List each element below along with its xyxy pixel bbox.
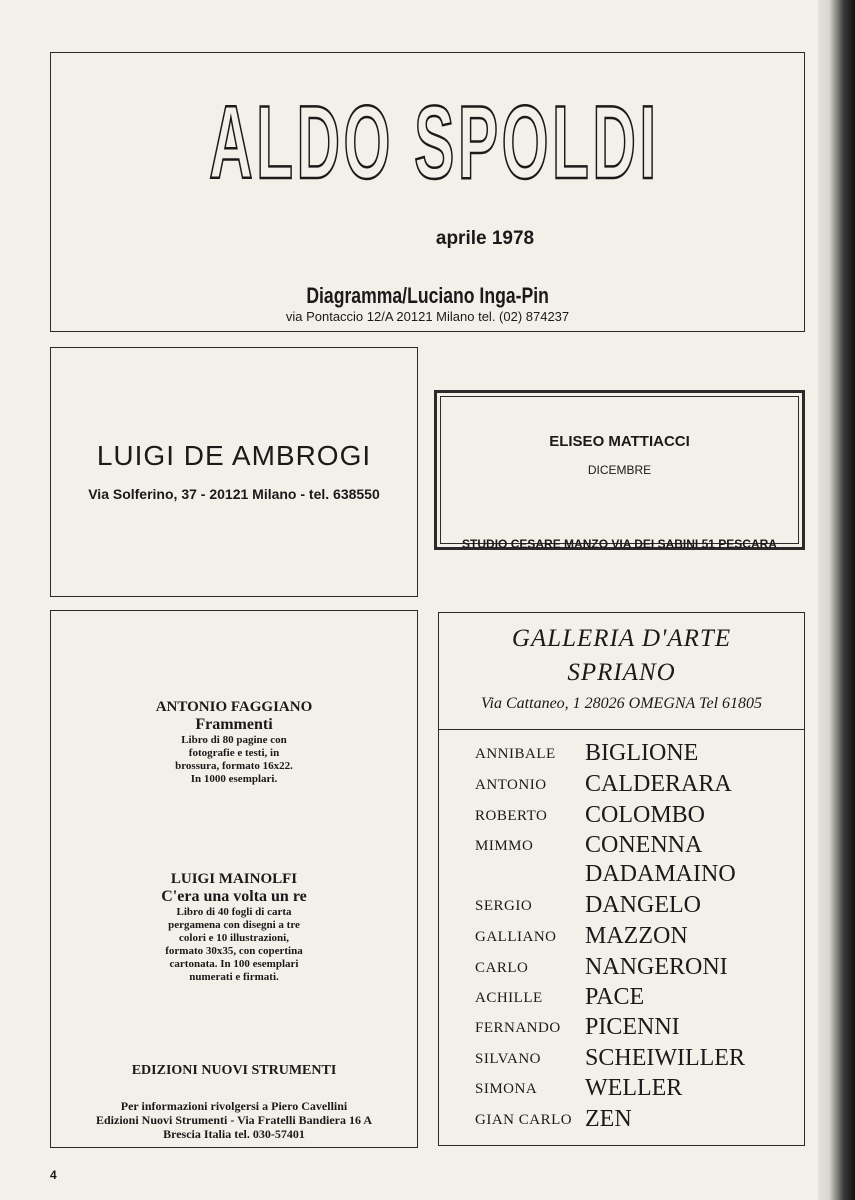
artist-first-name: ACHILLE [475, 990, 543, 1006]
artist-last-name: BIGLIONE [585, 740, 699, 766]
publisher-contact [51, 1099, 417, 1141]
artist-row [439, 951, 804, 981]
galleria-address: Via Cattaneo, 1 28026 OMEGNA Tel 61805 [480, 695, 763, 712]
artist-last-name: WELLER [585, 1075, 683, 1101]
artist-row [439, 1042, 804, 1072]
galleria-advertisement [438, 612, 805, 1146]
book-faggiano [51, 699, 417, 786]
publisher-contact-line: Edizioni Nuovi Strumenti - Via Fratelli Bandiera 16 A [95, 1113, 372, 1127]
book-description-line: colori e 10 illustrazioni, [179, 932, 289, 944]
artist-last-name: NANGERONI [585, 954, 728, 980]
artist-last-name: PICENNI [585, 1014, 680, 1040]
mattiacci-address: STUDIO CESARE MANZO VIA DEI SABINI 51 PESCARA [462, 537, 777, 551]
ambrogi-address: Via Solferino, 37 - 20121 Milano - tel. 638550 [88, 486, 380, 502]
page-number: 4 [50, 1168, 57, 1182]
artist-row [439, 829, 804, 859]
artist-first-name: ANTONIO [475, 777, 547, 793]
book-description [51, 734, 417, 786]
artist-last-name: CALDERARA [585, 771, 732, 797]
artist-last-name: SCHEIWILLER [585, 1045, 745, 1071]
book-author: ANTONIO FAGGIANO [155, 699, 313, 715]
publisher-name: EDIZIONI NUOVI STRUMENTI [131, 1063, 337, 1078]
artist-first-name: ANNIBALE [475, 746, 556, 762]
publisher-contact-line: Brescia Italia tel. 030-57401 [163, 1127, 305, 1141]
artist-last-name: ZEN [585, 1106, 632, 1132]
ambrogi-name: LUIGI DE AMBROGI [96, 440, 372, 471]
book-description-line: Libro di 40 fogli di carta [176, 906, 292, 918]
artist-last-name: DANGELO [585, 892, 701, 918]
artist-last-name: COLOMBO [585, 802, 706, 828]
artist-row [439, 889, 804, 919]
artist-last-name: PACE [585, 984, 645, 1010]
book-description-line: pergamena con disegni a tre [168, 919, 300, 931]
edizioni-advertisement [50, 610, 418, 1148]
artist-row [439, 920, 804, 950]
galleria-divider [439, 729, 804, 730]
book-description-line: numerati e firmati. [189, 971, 279, 983]
artist-row [439, 981, 804, 1011]
page-edge-shadow [818, 0, 855, 1200]
book-description [51, 906, 417, 984]
spoldi-date: aprile 1978 [435, 228, 535, 249]
artist-last-name: DADAMAINO [585, 861, 736, 887]
artist-row [439, 1011, 804, 1041]
book-description-line: brossura, formato 16x22. [175, 760, 293, 772]
artist-row [439, 737, 804, 767]
book-author: LUIGI MAINOLFI [170, 871, 298, 887]
artist-first-name: GIAN CARLO [475, 1112, 573, 1128]
artist-last-name: CONENNA [585, 832, 703, 858]
ambrogi-advertisement [50, 347, 418, 597]
book-description-line: formato 30x35, con copertina [165, 945, 303, 957]
artist-row [439, 1103, 804, 1133]
mattiacci-inner-frame [440, 396, 799, 551]
mattiacci-advertisement [434, 390, 805, 550]
spoldi-advertisement [50, 52, 805, 332]
publisher-contact-line: Per informazioni rivolgersi a Piero Cavellini [120, 1099, 348, 1113]
galleria-title: GALLERIA D'ARTE [511, 625, 732, 652]
artist-row [439, 768, 804, 798]
book-description-line: Libro di 80 pagine con [181, 734, 287, 746]
book-title: Frammenti [195, 716, 273, 733]
artist-first-name: SILVANO [475, 1051, 542, 1067]
book-mainolfi [51, 871, 417, 984]
artist-first-name: SERGIO [475, 898, 533, 914]
spoldi-gallery-address: via Pontaccio 12/A 20121 Milano tel. (02) 874237 [285, 309, 570, 324]
book-description-line: In 1000 esemplari. [190, 773, 278, 785]
spoldi-gallery-name [51, 283, 804, 309]
artist-row [439, 1072, 804, 1102]
book-title: C'era una volta un re [161, 888, 307, 905]
artist-first-name: CARLO [475, 960, 529, 976]
spoldi-gallery-label: Diagramma/Luciano Inga-Pin [306, 283, 549, 308]
artist-row [439, 858, 804, 888]
artist-first-name: MIMMO [475, 838, 534, 854]
artist-first-name: FERNANDO [475, 1020, 561, 1036]
book-description-line: fotografie e testi, in [188, 747, 280, 759]
book-description-line: cartonata. In 100 esemplari [169, 958, 299, 970]
artist-first-name: ROBERTO [475, 808, 548, 824]
mattiacci-name: ELISEO MATTIACCI [549, 433, 690, 450]
artist-row [439, 799, 804, 829]
artist-first-name: SIMONA [475, 1081, 538, 1097]
mattiacci-date: DICEMBRE [587, 463, 652, 477]
galleria-subtitle: SPRIANO [567, 659, 676, 686]
artist-first-name: GALLIANO [475, 929, 557, 945]
artist-last-name: MAZZON [585, 923, 688, 949]
spoldi-title: ALDO SPOLDI [209, 85, 660, 201]
